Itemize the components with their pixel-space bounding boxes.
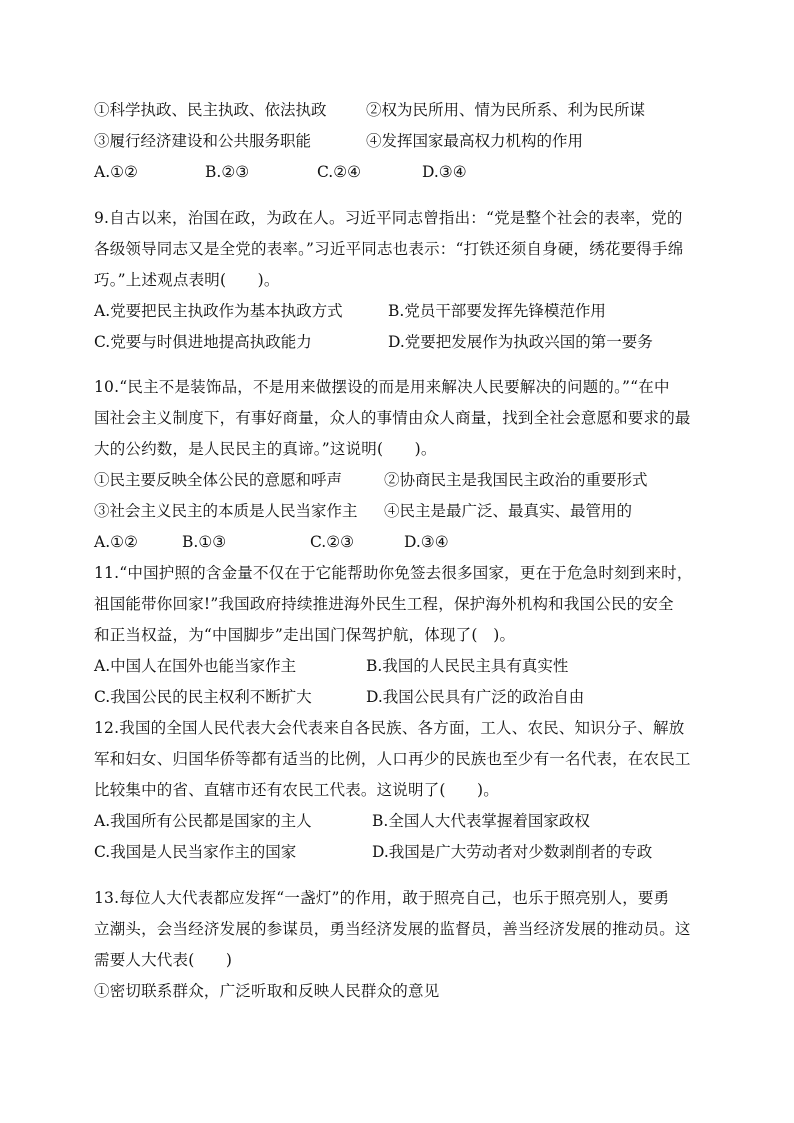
q11-choice-c: C.我国公民的民主权利不断扩大 — [94, 688, 312, 706]
q11-choice-a: A.中国人在国外也能当家作主 — [94, 657, 297, 675]
q12-choice-d: D.我国是广大劳动者对少数剥削者的专政 — [372, 843, 653, 861]
q12-choice-b: B.全国人大代表掌握着国家政权 — [372, 812, 590, 830]
q10-option-4: ④民主是最广泛、最真实、最管用的 — [384, 502, 633, 520]
q9-stem-line-3: 巧。”上述观点表明( )。 — [94, 271, 280, 289]
q13-stem-line-3: 需要人大代表( ) — [94, 951, 233, 969]
q12-choices-row-2 — [94, 837, 714, 868]
q8-options-row-1 — [94, 95, 714, 126]
q10-option-2: ②协商民主是我国民主政治的重要形式 — [384, 471, 648, 489]
q9-stem-line-2: 各级领导同志又是全党的表率。”习近平同志也表示：“打铁还须自身硬，绣花要得手绵 — [94, 240, 684, 258]
q10-stem-line-1: 10.“民主不是装饰品，不是用来做摆设的而是用来解决人民要解决的问题的。”“在中 — [94, 378, 670, 396]
q8-choice-a: A.①② — [94, 163, 138, 181]
q10-choice-a: A.①② — [94, 533, 138, 551]
q9-choice-d: D.党要把发展作为执政兴国的第一要务 — [388, 333, 653, 351]
q10-choice-d: D.③④ — [404, 533, 449, 551]
q10-option-1: ①民主要反映全体公民的意愿和呼声 — [94, 471, 343, 489]
q12-stem-line-1: 12.我国的全国人民代表大会代表来自各民族、各方面，工人、农民、知识分子、解放 — [94, 719, 685, 737]
q9-choices-row-2 — [94, 327, 714, 358]
q12-choice-a: A.我国所有公民都是国家的主人 — [94, 812, 312, 830]
q13-stem-line-2: 立潮头，会当经济发展的参谋员，勇当经济发展的监督员，善当经济发展的推动员。这 — [94, 920, 691, 938]
q8-option-3: ③履行经济建设和公共服务职能 — [94, 132, 312, 150]
q9-stem-line-1: 9.自古以来，治国在政，为政在人。习近平同志曾指出：“党是整个社会的表率，党的 — [94, 209, 683, 227]
q9-choice-b: B.党员干部要发挥先锋模范作用 — [388, 302, 606, 320]
q8-choice-c: C.②④ — [317, 163, 362, 181]
q12-stem-line-2: 军和妇女、归国华侨等都有适当的比例，人口再少的民族也至少有一名代表，在农民工 — [94, 750, 691, 768]
q11-choices-row-2 — [94, 682, 714, 713]
q9-choice-c: C.党要与时俱进地提高执政能力 — [94, 333, 312, 351]
q10-choice-b: B.①③ — [182, 533, 227, 551]
q11-stem-line-1: 11.“中国护照的含金量不仅在于它能帮助你免签去很多国家，更在于危急时刻到来时， — [94, 564, 693, 582]
q11-stem-line-2: 祖国能带你回家!”我国政府持续推进海外民生工程，保护海外机构和我国公民的安全 — [94, 595, 674, 613]
q8-choices-row — [94, 157, 714, 188]
q10-options-row-1 — [94, 465, 714, 496]
q10-stem-line-3: 大的公约数，是人民民主的真谛。”这说明( )。 — [94, 440, 437, 458]
q8-option-1: ①科学执政、民主执政、依法执政 — [94, 101, 327, 119]
q12-stem-line-3: 比较集中的省、直辖市还有农民工代表。这说明了( )。 — [94, 781, 499, 799]
q8-choice-d: D.③④ — [422, 163, 467, 181]
q11-stem-line-3: 和正当权益，为“中国脚步”走出国门保驾护航，体现了( )。 — [94, 626, 516, 644]
q10-options-row-2 — [94, 496, 714, 527]
q11-choices-row-1 — [94, 651, 714, 682]
q13-stem-line-1: 13.每位人大代表都应发挥“一盏灯”的作用，敢于照亮自己，也乐于照亮别人，要勇 — [94, 889, 670, 907]
q12-choice-c: C.我国是人民当家作主的国家 — [94, 843, 297, 861]
q12-choices-row-1 — [94, 806, 714, 837]
q11-choice-b: B.我国的人民民主具有真实性 — [366, 657, 569, 675]
q9-choices-row-1 — [94, 296, 714, 327]
q9-choice-a: A.党要把民主执政作为基本执政方式 — [94, 302, 343, 320]
q8-option-4: ④发挥国家最高权力机构的作用 — [366, 132, 584, 150]
q8-options-row-2 — [94, 126, 714, 157]
q10-option-3: ③社会主义民主的本质是人民当家作主 — [94, 502, 358, 520]
q10-choice-c: C.②③ — [310, 533, 355, 551]
q11-choice-d: D.我国公民具有广泛的政治自由 — [366, 688, 585, 706]
q10-stem-line-2: 国社会主义制度下，有事好商量，众人的事情由众人商量，找到全社会意愿和要求的最 — [94, 409, 691, 427]
q8-option-2: ②权为民所用、情为民所系、利为民所谋 — [366, 101, 646, 119]
q8-choice-b: B.②③ — [205, 163, 250, 181]
q10-choices-row — [94, 527, 714, 558]
q13-option-1: ①密切联系群众，广泛听取和反映人民群众的意见 — [94, 982, 440, 1000]
